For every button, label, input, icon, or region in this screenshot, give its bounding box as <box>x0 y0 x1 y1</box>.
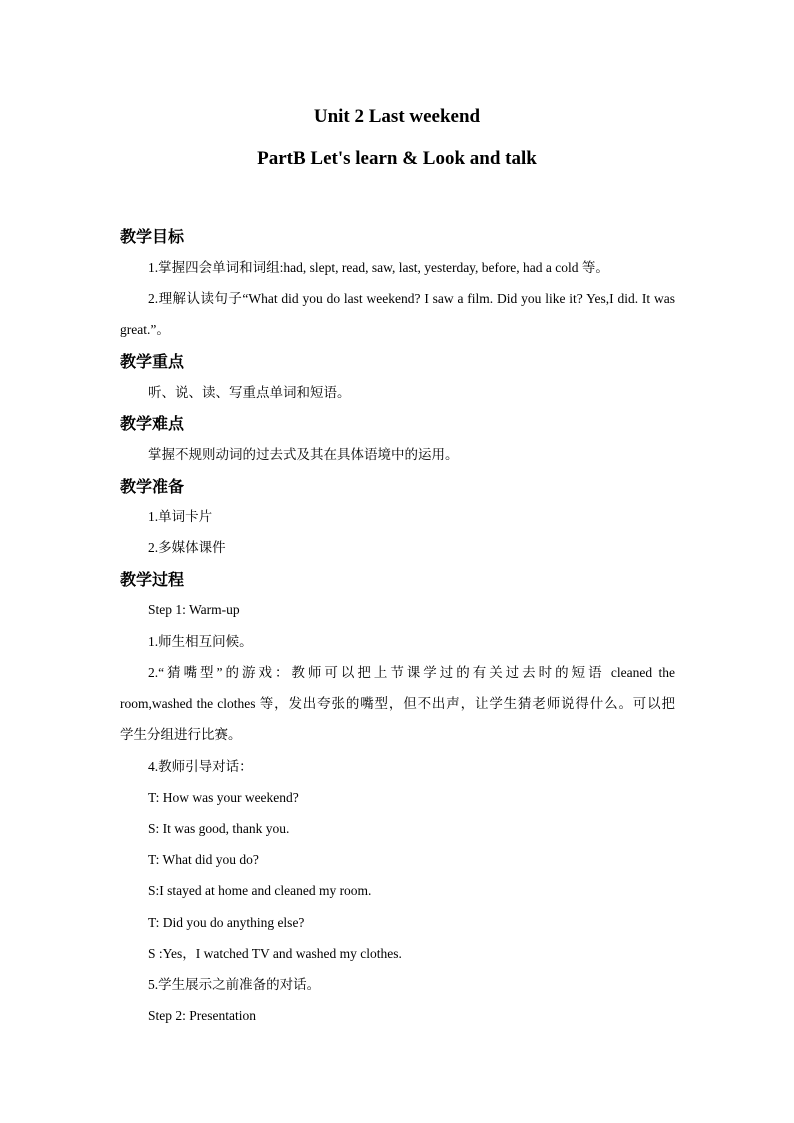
preparation-item-2: 2.多媒体课件 <box>148 540 226 555</box>
dialogue-line: S :Yes，I watched TV and washed my clothes. <box>148 946 402 961</box>
dialogue-line: S: It was good, thank you. <box>148 821 290 836</box>
dialogue-line: T: What did you do? <box>148 852 259 867</box>
process-greeting: 1.师生相互问候。 <box>148 634 253 649</box>
difficulties-heading: 教学难点 <box>120 414 185 433</box>
dialogue-line: S:I stayed at home and cleaned my room. <box>148 883 372 898</box>
objectives-item-1: 1.掌握四会单词和词组:had, slept, read, saw, last, yesterday, before, had a cold 等。 <box>148 260 609 275</box>
process-step-2: Step 2: Presentation <box>148 1008 256 1023</box>
process-dialogue-intro: 4.教师引导对话： <box>148 759 253 774</box>
difficulties-text: 掌握不规则动词的过去式及其在具体语境中的运用。 <box>148 447 459 462</box>
key-points-text: 听、说、读、写重点单词和短语。 <box>148 385 351 400</box>
process-game-line-2: room,washed the clothes 等，发出夸张的嘴型，但不出声，让学生猜老师说得什么。可以把 <box>120 696 675 711</box>
process-game-line-1: 2.“猜嘴型”的游戏：教师可以把上节课学过的有关过去时的短语 cleaned the <box>148 665 675 680</box>
preparation-heading: 教学准备 <box>120 477 185 496</box>
process-step-1: Step 1: Warm-up <box>148 602 240 617</box>
document-subtitle: PartB Let's learn & Look and talk <box>257 148 537 169</box>
key-points-heading: 教学重点 <box>120 352 185 371</box>
process-show-dialogue: 5.学生展示之前准备的对话。 <box>148 977 321 992</box>
dialogue-line: T: How was your weekend? <box>148 790 299 805</box>
objectives-heading: 教学目标 <box>120 227 185 246</box>
objectives-item-2-line-1: 2.理解认读句子“What did you do last weekend? I saw a film. Did you like it? Yes,I did. It was <box>148 291 675 306</box>
objectives-item-2-line-2: great.”。 <box>120 322 170 337</box>
process-game-line-3: 学生分组进行比赛。 <box>120 727 242 742</box>
document-title: Unit 2 Last weekend <box>313 106 481 127</box>
process-heading: 教学过程 <box>120 570 185 589</box>
dialogue-line: T: Did you do anything else? <box>148 915 305 930</box>
preparation-item-1: 1.单词卡片 <box>148 509 213 524</box>
